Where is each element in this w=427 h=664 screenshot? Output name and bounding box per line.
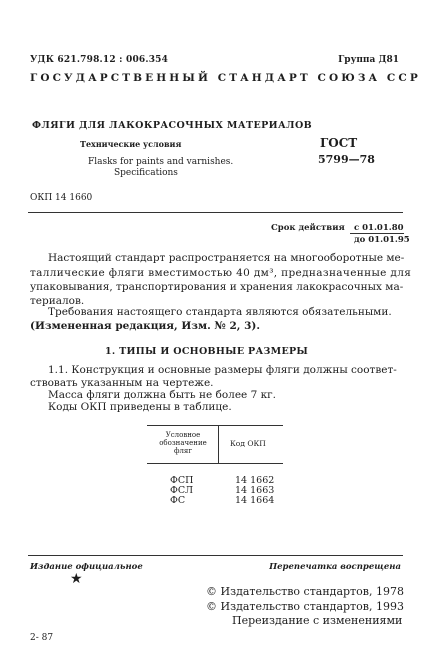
validity-to: до 01.01.95 xyxy=(354,235,410,245)
official-edition-label: Издание официальное xyxy=(30,562,143,572)
okp-code: ОКП 14 1660 xyxy=(30,193,93,203)
paragraph-scope-line1: Настоящий стандарт распространяется на многооборотные ме- xyxy=(48,252,405,264)
table-cell-code: 14 1662 xyxy=(235,475,275,486)
validity-divider xyxy=(350,233,404,234)
group-code: Группа Д81 xyxy=(338,55,399,65)
udk-code: УДК 621.798.12 : 006.354 xyxy=(30,55,169,65)
table-header-border xyxy=(147,463,283,464)
paragraph-design-line2: ствовать указанным на чертеже. xyxy=(30,377,214,389)
document-subtitle: Технические условия xyxy=(80,139,182,149)
gost-number: 5799—78 xyxy=(318,153,375,166)
star-icon: ★ xyxy=(70,571,83,587)
paragraph-scope-line2: таллические фляги вместимостью 40 дм³, предназначенные для xyxy=(30,267,412,279)
copyright-1993: © Издательство стандартов, 1993 xyxy=(206,600,404,613)
page-number: 2- 87 xyxy=(30,633,54,643)
table-cell-name: ФСЛ xyxy=(170,485,194,496)
standard-title: ГОСУДАРСТВЕННЫЙ СТАНДАРТ СОЮЗА ССР xyxy=(30,72,421,84)
document-title: ФЛЯГИ ДЛЯ ЛАКОКРАСОЧНЫХ МАТЕРИАЛОВ xyxy=(32,120,313,131)
section-title: 1. ТИПЫ И ОСНОВНЫЕ РАЗМЕРЫ xyxy=(105,346,309,357)
validity-from: с 01.01.80 xyxy=(354,223,404,233)
copyright-1978: © Издательство стандартов, 1978 xyxy=(206,585,404,598)
paragraph-mass: Масса фляги должна быть не более 7 кг. xyxy=(48,389,277,401)
table-header-designation: Условное обозначение фляг xyxy=(159,431,207,455)
table-header-divider xyxy=(218,425,219,463)
table-cell-name: ФСП xyxy=(170,475,194,486)
paragraph-okp-codes: Коды ОКП приведены в таблице. xyxy=(48,401,232,413)
table-top-border xyxy=(147,425,283,426)
reprint-prohibited-label: Перепечатка воспрещена xyxy=(269,562,401,572)
table-cell-code: 14 1664 xyxy=(235,495,275,506)
paragraph-amendment: (Измененная редакция, Изм. № 2, 3). xyxy=(30,320,261,332)
english-title-line2: Specifications xyxy=(114,168,178,178)
paragraph-design-line1: 1.1. Конструкция и основные размеры фляги должны соответ- xyxy=(48,364,397,376)
english-title-line1: Flasks for paints and varnishes. xyxy=(88,157,234,167)
table-cell-code: 14 1663 xyxy=(235,485,275,496)
reissue-note: Переиздание с изменениями xyxy=(232,614,403,627)
paragraph-scope-line3: упаковывания, транспортирования и хранения лакокрасочных ма- xyxy=(30,281,404,293)
table-cell-name: ФС xyxy=(170,495,186,506)
top-divider xyxy=(28,212,403,213)
paragraph-requirements: Требования настоящего стандарта являются обязательными. xyxy=(48,306,392,318)
table-header-okp: Код ОКП xyxy=(230,439,266,448)
gost-label: ГОСТ xyxy=(320,136,358,150)
paragraph-scope-line4: териалов. xyxy=(30,295,85,307)
validity-label: Срок действия xyxy=(271,223,345,233)
bottom-divider xyxy=(28,555,403,556)
